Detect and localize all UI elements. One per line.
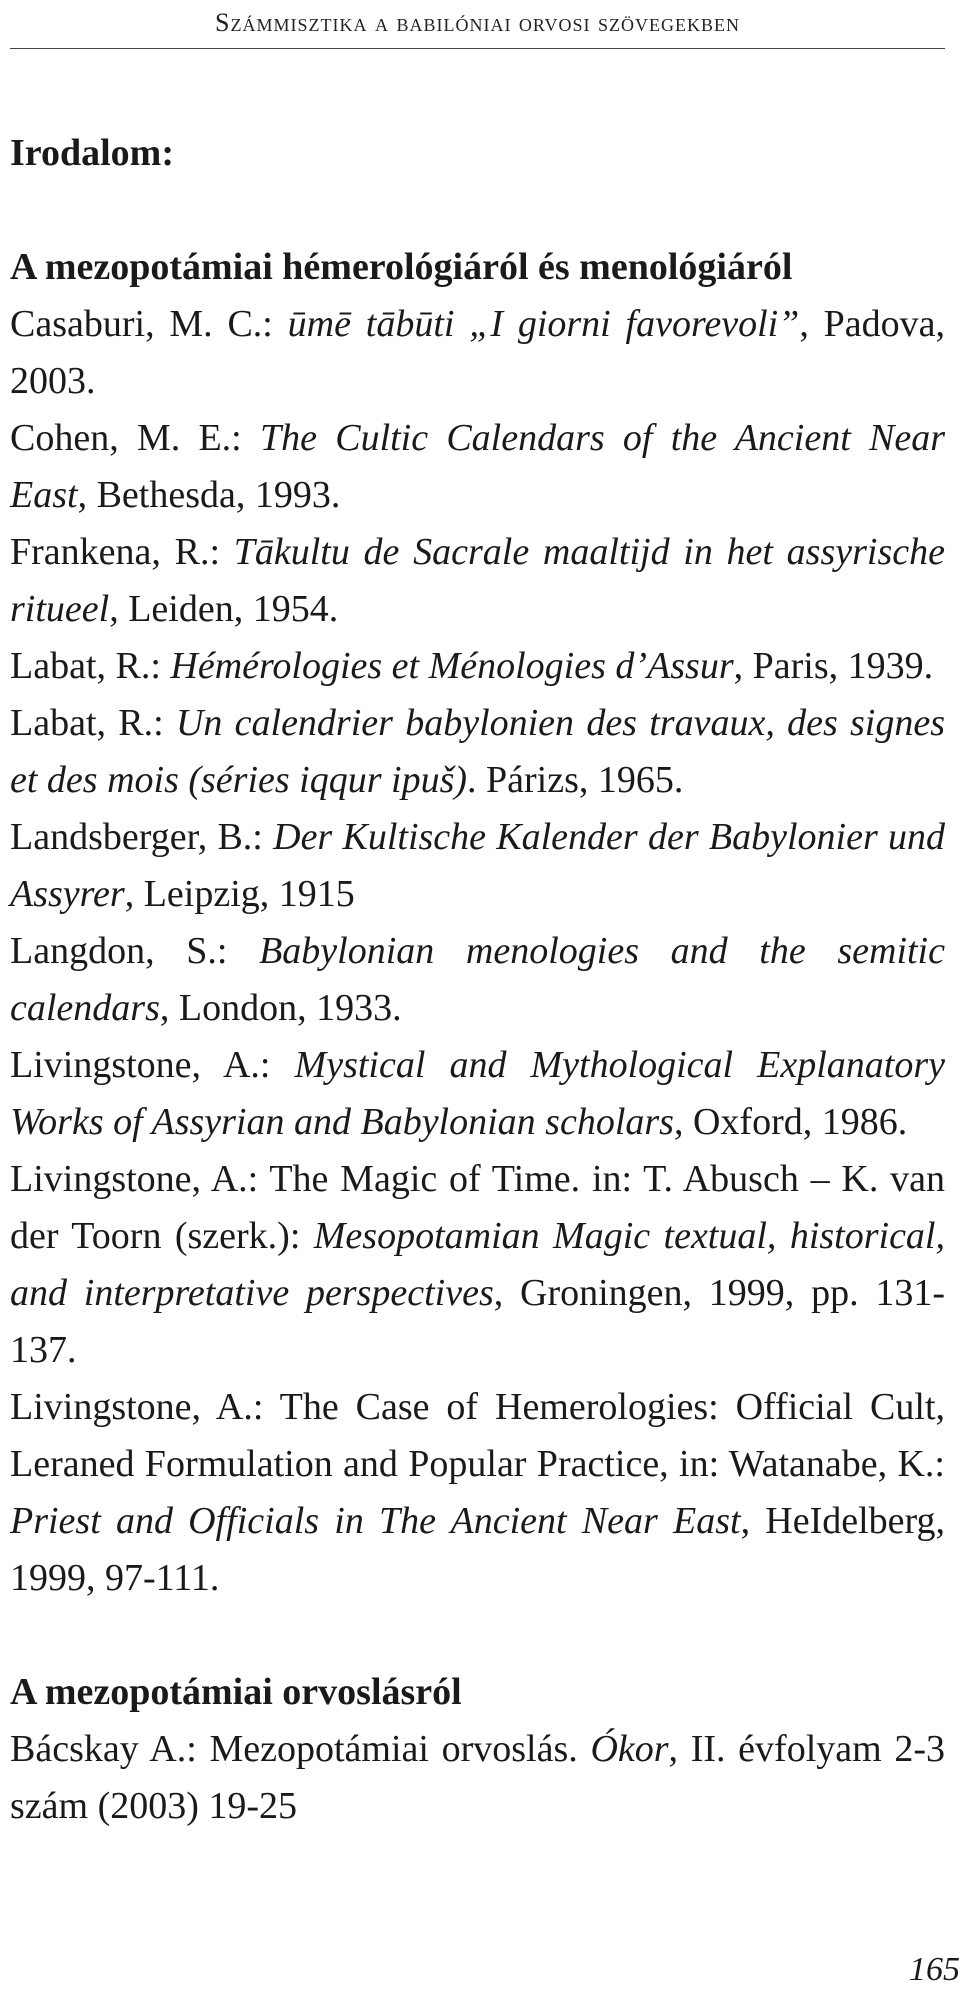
entry-title: Babylonian menologies and the semitic calendars (10, 930, 945, 1029)
bibliography-entry (10, 410, 945, 524)
entry-title: Tākultu de Sacrale maaltijd in het assyrische ritueel (10, 531, 945, 630)
entry-author: Frankena, R.: (10, 531, 234, 573)
entry-publication: , Leipzig, 1915 (124, 873, 355, 915)
entry-author: Langdon, S.: (10, 930, 260, 972)
entry-author: Landsberger, B.: (10, 816, 274, 858)
entry-author: Casaburi, M. C.: (10, 303, 288, 345)
bibliography-entry (10, 296, 945, 410)
section-title-hemerology: A mezopotámiai hémerológiáról és menológiáról (10, 246, 793, 288)
document-page (10, 0, 945, 1835)
bibliography-heading: Irodalom: (10, 132, 174, 174)
entry-author: Livingstone, A.: The Case of Hemerologies: Official Cult, Leraned Formulation and Popular Practice, in: Watanabe, K.: (10, 1386, 945, 1485)
bibliography-entry (10, 923, 945, 1037)
section-title-medicine: A mezopotámiai orvoslásról (10, 1671, 462, 1713)
entry-publication: . Párizs, 1965. (467, 759, 684, 801)
entry-title: Mystical and Mythological Explanatory Works of Assyrian and Babylonian scholars (10, 1044, 945, 1143)
bibliography-entry (10, 638, 945, 695)
entry-title: Priest and Officials in The Ancient Near East (10, 1500, 741, 1542)
entry-author: Livingstone, A.: (10, 1044, 295, 1086)
entry-author: Livingstone, A.: The Magic of Time. in: T. Abusch – K. van der Toorn (szerk.): (10, 1158, 945, 1257)
entry-publication: , London, 1933. (159, 987, 402, 1029)
entry-author: Labat, R.: (10, 645, 171, 687)
bibliography-entry (10, 524, 945, 638)
bibliography-entry (10, 695, 945, 809)
entry-publication: , II. évfolyam 2-3 szám (2003) 19-25 (10, 1728, 946, 1827)
entry-publication: , Bethesda, 1993. (77, 474, 341, 516)
entry-author: Bácskay A.: Mezopotámiai orvoslás. (10, 1728, 591, 1770)
running-head: Számmisztika a babilóniai orvosi szövegekben (215, 8, 740, 37)
header-rule (10, 48, 945, 49)
bibliography-entry (10, 1151, 945, 1379)
entry-title: The Cultic Calendars of the Ancient Near East (10, 417, 945, 516)
entry-publication: , Groningen, 1999, pp. 131-137. (10, 1272, 945, 1371)
entry-publication: , HeIdelberg, 1999, 97-111. (10, 1500, 945, 1599)
entry-publication: , Paris, 1939. (733, 645, 934, 687)
bibliography-entry (10, 1379, 945, 1607)
bibliography-entry (10, 1721, 945, 1835)
entry-title: ūmē tābūti „I giorni favorevoli” (287, 303, 800, 345)
entry-publication: , Padova, 2003. (10, 303, 945, 402)
bibliography-entry (10, 1037, 945, 1151)
bibliography-entry (10, 809, 945, 923)
entry-author: Labat, R.: (10, 702, 176, 744)
entry-title: Ókor (590, 1728, 669, 1770)
page-number: 165 (909, 1951, 960, 1988)
entry-publication: , Leiden, 1954. (109, 588, 339, 630)
entry-title: Der Kultische Kalender der Babylonier und Assyrer (10, 816, 945, 915)
entry-title: Hémérologies et Ménologies d’Assur (170, 645, 734, 687)
entry-title: Mesopotamian Magic textual, historical, and interpretative perspectives (10, 1215, 945, 1314)
entry-publication: , Oxford, 1986. (673, 1101, 908, 1143)
entry-author: Cohen, M. E.: (10, 417, 260, 459)
entry-title: Un calendrier babylonien des travaux, des signes et des mois (séries iqqur ipuš) (10, 702, 945, 801)
